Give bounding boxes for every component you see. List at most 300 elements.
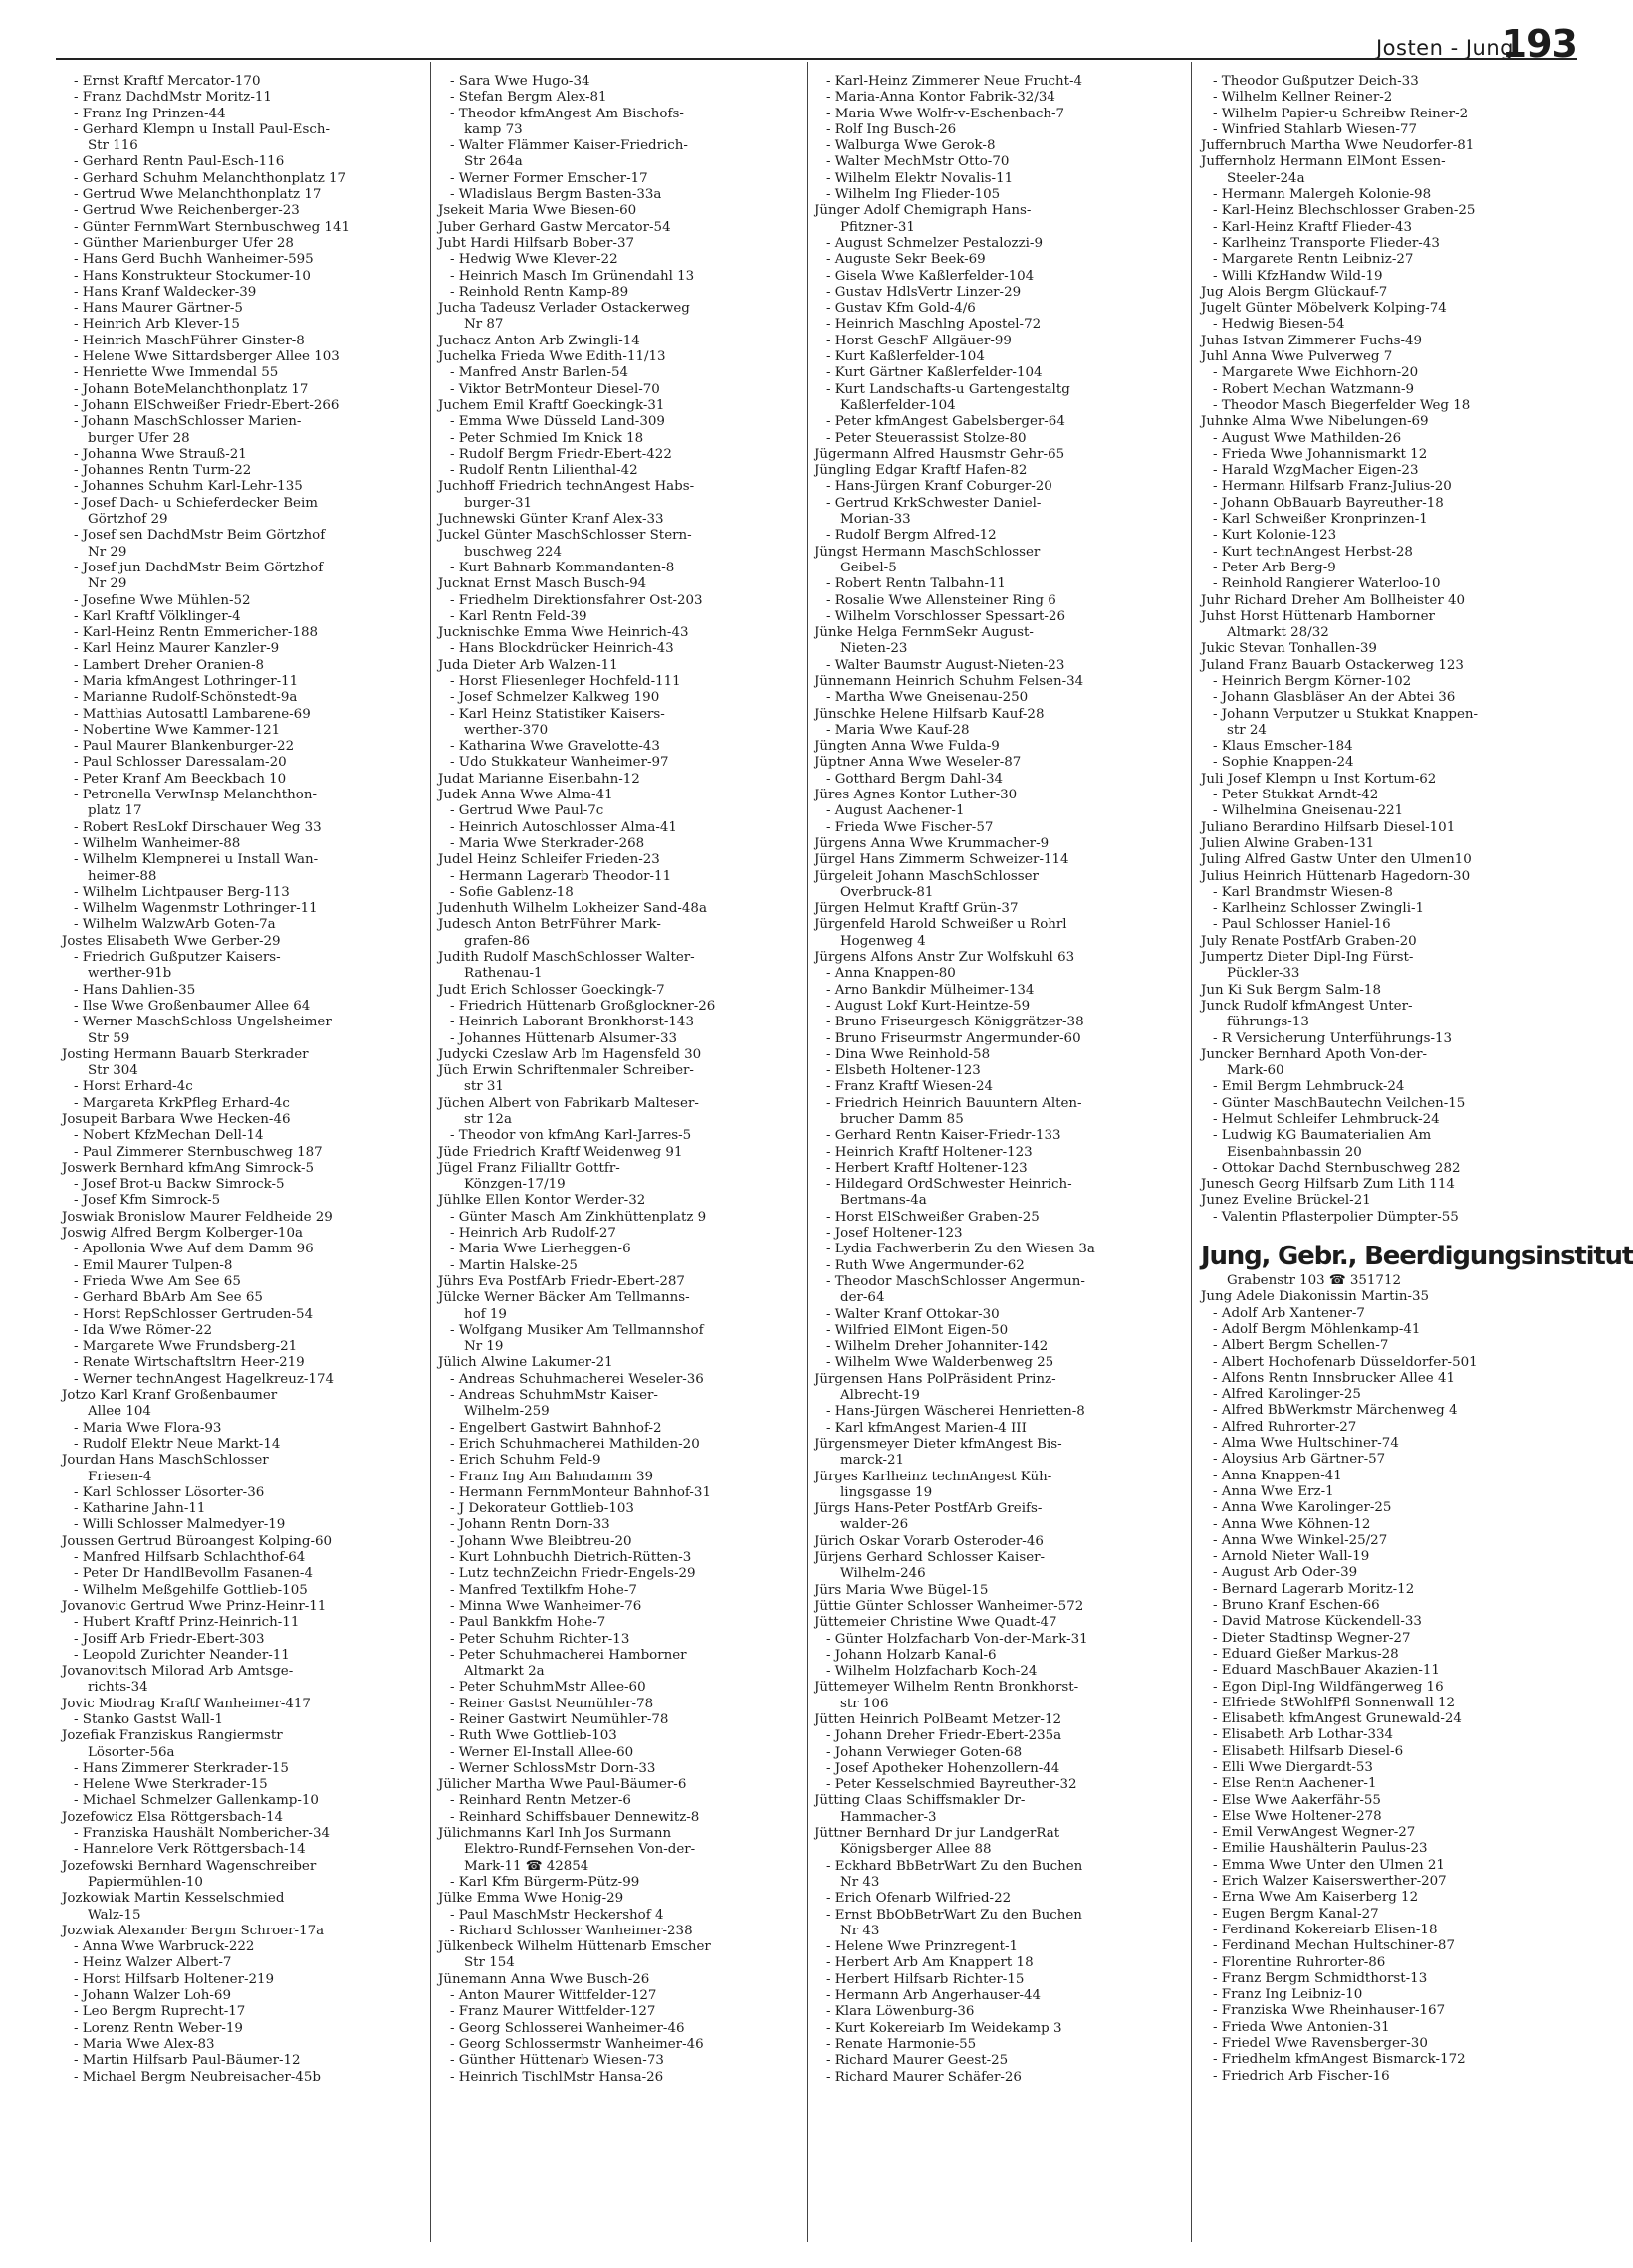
listing-continuation: burger Ufer 28 bbox=[88, 430, 190, 446]
listing-entry: - Friedrich Gußputzer Kaisers- bbox=[74, 950, 281, 966]
listing-entry: - Wilhelm WalzwArb Goten-7a bbox=[74, 917, 276, 933]
listing-entry: - Anna Wwe Warbruck-222 bbox=[74, 1939, 255, 1955]
listing-entry: Jozefowicz Elsa Röttgersbach-14 bbox=[62, 1809, 284, 1825]
listing-entry: Judt Erich Schlosser Goeckingk-7 bbox=[438, 982, 665, 998]
listing-entry: - Paul Zimmerer Sternbuschweg 187 bbox=[74, 1144, 323, 1160]
listing-entry: - Albert Hochofenarb Düsseldorfer-501 bbox=[1213, 1354, 1478, 1370]
listing-entry: - Ernst BbObBetrWart Zu den Buchen bbox=[826, 1907, 1082, 1923]
listing-entry: - Richard Maurer Schäfer-26 bbox=[826, 2069, 1022, 2085]
listing-entry: - Werner technAngest Hagelkreuz-174 bbox=[74, 1371, 334, 1387]
listing-entry: - August Lokf Kurt-Heintze-59 bbox=[826, 998, 1031, 1014]
listing-entry: - Manfred Textilkfm Hohe-7 bbox=[450, 1582, 637, 1598]
listing-continuation: kamp 73 bbox=[464, 121, 523, 137]
listing-entry: - Maria Wwe Lierheggen-6 bbox=[450, 1242, 631, 1257]
listing-entry: - Helene Wwe Prinzregent-1 bbox=[826, 1939, 1019, 1955]
listing-entry: - Marianne Rudolf-Schönstedt-9a bbox=[74, 690, 298, 706]
listing-entry: - Eduard MaschBauer Akazien-11 bbox=[1213, 1663, 1440, 1679]
listing-entry: - Andreas SchuhmMstr Kaiser- bbox=[450, 1388, 658, 1404]
running-head-range: Josten - Jung bbox=[1375, 36, 1514, 60]
listing-entry: - Else Wwe Aakerfähr-55 bbox=[1213, 1792, 1381, 1808]
listing-continuation: Str 154 bbox=[464, 1955, 515, 1971]
listing-entry: - Josef Schmelzer Kalkweg 190 bbox=[450, 690, 660, 706]
listing-entry: Juliano Berardino Hilfsarb Diesel-101 bbox=[1201, 819, 1456, 835]
listing-entry: - Gertrud KrkSchwester Daniel- bbox=[826, 495, 1042, 511]
listing-entry: - Horst Erhard-4c bbox=[74, 1079, 193, 1095]
listing-entry: Jüde Friedrich Kraftf Weidenweg 91 bbox=[438, 1144, 683, 1160]
listing-entry: Jünemann Anna Wwe Busch-26 bbox=[438, 1971, 650, 1987]
listing-entry: - Herbert Kraftf Holtener-123 bbox=[826, 1160, 1028, 1176]
listing-entry: - Sara Wwe Hugo-34 bbox=[450, 74, 590, 89]
listing-entry: - R Versicherung Unterführungs-13 bbox=[1213, 1030, 1453, 1046]
listing-entry: - Johann Rentn Dorn-33 bbox=[450, 1517, 610, 1533]
listing-entry: - Franz Ing Am Bahndamm 39 bbox=[450, 1469, 654, 1484]
listing-entry: - Gerhard Klempn u Install Paul-Esch- bbox=[74, 121, 330, 137]
listing-entry: - Margareta KrkPfleg Erhard-4c bbox=[74, 1095, 290, 1111]
listing-entry: - August Wwe Mathilden-26 bbox=[1213, 430, 1402, 446]
listing-entry: Jucknat Ernst Masch Busch-94 bbox=[438, 576, 647, 592]
listing-entry: Jukic Stevan Tonhallen-39 bbox=[1201, 641, 1377, 657]
listing-entry: - Emil VerwAngest Wegner-27 bbox=[1213, 1825, 1416, 1841]
listing-entry: - Johannes Hüttenarb Alsumer-33 bbox=[450, 1030, 677, 1046]
listing-continuation: Grabenstr 103 ☎ 351712 bbox=[1227, 1273, 1401, 1289]
listing-continuation: str 24 bbox=[1227, 722, 1267, 738]
listing-entry: Jüch Erwin Schriftenmaler Schreiber- bbox=[438, 1063, 694, 1079]
listing-entry: - Paul MaschMstr Heckershof 4 bbox=[450, 1907, 664, 1923]
listing-continuation: Mark-60 bbox=[1227, 1063, 1284, 1079]
listing-entry: - Paul Maurer Blankenburger-22 bbox=[74, 739, 295, 755]
listing-entry: Jürgeleit Johann MaschSchlosser bbox=[815, 868, 1039, 884]
listing-continuation: Eisenbahnbassin 20 bbox=[1227, 1144, 1362, 1160]
listing-entry: - Gustav HdlsVertr Linzer-29 bbox=[826, 284, 1022, 300]
listing-entry: Jovic Miodrag Kraftf Wanheimer-417 bbox=[62, 1696, 311, 1711]
listing-entry: - Engelbert Gastwirt Bahnhof-2 bbox=[450, 1420, 662, 1436]
listing-entry: - Werner Former Emscher-17 bbox=[450, 170, 648, 186]
listing-entry: - Hans-Jürgen Kranf Coburger-20 bbox=[826, 479, 1052, 495]
listing-entry: - August Aachener-1 bbox=[826, 803, 965, 819]
listing-entry: - Anna Wwe Karolinger-25 bbox=[1213, 1500, 1392, 1516]
listing-entry: - Heinz Walzer Albert-7 bbox=[74, 1955, 232, 1971]
listing-entry: Junck Rudolf kfmAngest Unter- bbox=[1201, 998, 1413, 1014]
listing-entry: - Paul Bankkfm Hohe-7 bbox=[450, 1615, 606, 1631]
listing-entry: - Johann Glasbläser An der Abtei 36 bbox=[1213, 690, 1456, 706]
listing-entry: - Erich Ofenarb Wilfried-22 bbox=[826, 1891, 1012, 1907]
listing-continuation: Könzgen-17/19 bbox=[464, 1177, 566, 1193]
listing-entry: - Rudolf Bergm Friedr-Ebert-422 bbox=[450, 446, 672, 462]
listing-entry: Jourdan Hans MaschSchlosser bbox=[62, 1453, 269, 1469]
listing-entry: - Elisabeth kfmAngest Grunewald-24 bbox=[1213, 1711, 1462, 1727]
listing-entry: - Maria Wwe Kauf-28 bbox=[826, 722, 970, 738]
listing-entry: - Minna Wwe Wanheimer-76 bbox=[450, 1598, 642, 1614]
listing-entry: Jotzo Karl Kranf Großenbaumer bbox=[62, 1388, 278, 1404]
listing-entry: - Ferdinand Mechan Hultschiner-87 bbox=[1213, 1938, 1455, 1954]
listing-entry: - Ruth Wwe Gottlieb-103 bbox=[450, 1728, 617, 1744]
listing-entry: - Eckhard BbBetrWart Zu den Buchen bbox=[826, 1858, 1083, 1874]
listing-entry: - J Dekorateur Gottlieb-103 bbox=[450, 1501, 634, 1517]
listing-entry: - Johann Verwieger Goten-68 bbox=[826, 1744, 1023, 1760]
listing-entry: Jülichmanns Karl Inh Jos Surmann bbox=[438, 1826, 672, 1842]
listing-entry: - Anna Wwe Köhnen-12 bbox=[1213, 1516, 1371, 1532]
listing-entry: - Wilhelm Vorschlosser Spessart-26 bbox=[826, 608, 1065, 624]
listing-entry: - Reiner Gastst Neumühler-78 bbox=[450, 1696, 654, 1711]
listing-continuation: Mark-11 ☎ 42854 bbox=[464, 1858, 589, 1874]
listing-entry: - Anna Wwe Winkel-25/27 bbox=[1213, 1532, 1388, 1548]
listing-entry: - Wilhelm Lichtpauser Berg-113 bbox=[74, 884, 290, 900]
listing-entry: Juber Gerhard Gastw Mercator-54 bbox=[438, 219, 671, 235]
listing-entry: - Josef Apotheker Hohenzollern-44 bbox=[826, 1760, 1060, 1776]
listing-entry: Jürgen Helmut Kraftf Grün-37 bbox=[815, 901, 1019, 917]
listing-entry: - Reinhold Rentn Kamp-89 bbox=[450, 284, 629, 300]
listing-continuation: heimer-88 bbox=[88, 868, 157, 884]
listing-continuation: Str 116 bbox=[88, 138, 138, 154]
listing-entry: - Karl Schlosser Lösorter-36 bbox=[74, 1484, 265, 1500]
listing-entry: - Heinrich Maschlng Apostel-72 bbox=[826, 317, 1042, 333]
listing-entry: - Werner MaschSchloss Ungelsheimer bbox=[74, 1015, 332, 1030]
listing-entry: - Hermann FernmMonteur Bahnhof-31 bbox=[450, 1484, 711, 1500]
listing-entry: - Andreas Schuhmacherei Weseler-36 bbox=[450, 1371, 704, 1387]
header-rule bbox=[56, 58, 1577, 60]
listing-entry: Joussen Gertrud Büroangest Kolping-60 bbox=[62, 1533, 333, 1549]
listing-entry: Jürgs Hans-Peter PostfArb Greifs- bbox=[815, 1501, 1043, 1517]
listing-entry: - Josiff Arb Friedr-Ebert-303 bbox=[74, 1631, 265, 1647]
listing-entry: - Maria Wwe Sterkrader-268 bbox=[450, 835, 645, 851]
listing-entry: - Wilhelm Kellner Reiner-2 bbox=[1213, 90, 1393, 106]
listing-entry: - Hermann Hilfsarb Franz-Julius-20 bbox=[1213, 479, 1452, 495]
listing-entry: Joswerk Bernhard kfmAng Simrock-5 bbox=[62, 1160, 315, 1176]
listing-entry: - Gustav Kfm Gold-4/6 bbox=[826, 301, 976, 317]
listing-entry: Juda Dieter Arb Walzen-11 bbox=[438, 657, 618, 673]
listing-entry: - Emil Bergm Lehmbruck-24 bbox=[1213, 1079, 1405, 1095]
page-number: 193 bbox=[1501, 22, 1577, 66]
listing-continuation: burger-31 bbox=[464, 495, 533, 511]
listing-entry: - Heinrich Kraftf Holtener-123 bbox=[826, 1144, 1033, 1160]
listing-entry: - Ludwig KG Baumaterialien Am bbox=[1213, 1128, 1432, 1144]
listing-entry: - Dieter Stadtinsp Wegner-27 bbox=[1213, 1630, 1411, 1646]
listing-entry: - Wilhelm Klempnerei u Install Wan- bbox=[74, 852, 319, 868]
listing-entry: - Florentine Ruhrorter-86 bbox=[1213, 1954, 1386, 1970]
listing-entry: - Herbert Arb Am Knappert 18 bbox=[826, 1955, 1034, 1971]
listing-entry: - Walburga Wwe Gerok-8 bbox=[826, 138, 996, 154]
listing-entry: - Bruno Friseurmstr Angermunder-60 bbox=[826, 1030, 1081, 1046]
listing-entry: Judycki Czeslaw Arb Im Hagensfeld 30 bbox=[438, 1046, 702, 1062]
listing-entry: - Auguste Sekr Beek-69 bbox=[826, 252, 986, 268]
listing-entry: - Kurt Lohnbuchh Dietrich-Rütten-3 bbox=[450, 1550, 692, 1566]
listing-continuation: walder-26 bbox=[840, 1517, 909, 1533]
listing-entry: - Wilhelm Meßgehilfe Gottlieb-105 bbox=[74, 1582, 308, 1598]
directory-column-2 bbox=[438, 74, 807, 2244]
listing-entry: - Kurt Kokereiarb Im Weidekamp 3 bbox=[826, 2020, 1062, 2036]
listing-entry: Jucha Tadeusz Verlader Ostackerweg bbox=[438, 301, 690, 317]
listing-entry: - Friedel Wwe Ravensberger-30 bbox=[1213, 2036, 1428, 2052]
listing-entry: - Emma Wwe Düsseld Land-309 bbox=[450, 414, 665, 430]
listing-entry: - Wilhelm Elektr Novalis-11 bbox=[826, 170, 1014, 186]
listing-entry: - Karl-Heinz Blechschlosser Graben-25 bbox=[1213, 203, 1476, 219]
listing-entry: Jüngst Hermann MaschSchlosser bbox=[815, 544, 1041, 560]
listing-entry: Jüngten Anna Wwe Fulda-9 bbox=[815, 739, 1000, 755]
listing-continuation: Friesen-4 bbox=[88, 1469, 152, 1484]
listing-continuation: führungs-13 bbox=[1227, 1015, 1309, 1030]
listing-entry: - Bruno Kranf Eschen-66 bbox=[1213, 1598, 1380, 1614]
listing-entry: - Gertrud Wwe Paul-7c bbox=[450, 803, 604, 819]
listing-entry: - Frieda Wwe Fischer-57 bbox=[826, 819, 994, 835]
listing-entry: Jumpertz Dieter Dipl-Ing Fürst- bbox=[1201, 950, 1414, 966]
listing-continuation: Allee 104 bbox=[88, 1404, 151, 1420]
listing-entry: - Karl-Heinz Kraftf Flieder-43 bbox=[1213, 219, 1412, 235]
listing-entry: - Hannelore Verk Röttgersbach-14 bbox=[74, 1842, 306, 1858]
listing-entry: - Karl kfmAngest Marien-4 III bbox=[826, 1420, 1027, 1436]
listing-entry: - Apollonia Wwe Auf dem Damm 96 bbox=[74, 1242, 314, 1257]
listing-entry: Juchem Emil Kraftf Goeckingk-31 bbox=[438, 397, 665, 413]
listing-entry: - Helene Wwe Sterkrader-15 bbox=[74, 1777, 268, 1793]
listing-entry: - Johannes Schuhm Karl-Lehr-135 bbox=[74, 479, 303, 495]
listing-continuation: platz 17 bbox=[88, 803, 142, 819]
listing-entry: Jüttie Günter Schlosser Wanheimer-572 bbox=[815, 1598, 1084, 1614]
listing-entry: - Johann Walzer Loh-69 bbox=[74, 1988, 231, 2004]
listing-entry: - Harald WzgMacher Eigen-23 bbox=[1213, 463, 1419, 479]
listing-entry: - Hans Blockdrücker Heinrich-43 bbox=[450, 641, 674, 657]
listing-entry: - Günther Hüttenarb Wiesen-73 bbox=[450, 2053, 664, 2069]
listing-entry: - Günter Masch Am Zinkhüttenplatz 9 bbox=[450, 1209, 707, 1225]
listing-entry: Juhr Richard Dreher Am Bollheister 40 bbox=[1201, 592, 1466, 608]
listing-continuation: Altmarkt 2a bbox=[464, 1664, 545, 1680]
directory-column-4 bbox=[1201, 74, 1633, 2244]
listing-entry: - Rudolf Rentn Lilienthal-42 bbox=[450, 463, 638, 479]
listing-entry: - Karl-Heinz Rentn Emmericher-188 bbox=[74, 625, 319, 641]
listing-entry: - Franz Ing Leibniz-10 bbox=[1213, 1987, 1363, 2003]
listing-continuation: Nr 29 bbox=[88, 576, 127, 592]
listing-entry: - Viktor BetrMonteur Diesel-70 bbox=[450, 381, 660, 397]
listing-entry: - Gerhard BbArb Am See 65 bbox=[74, 1290, 263, 1306]
listing-entry: - Frieda Wwe Antonien-31 bbox=[1213, 2019, 1390, 2035]
listing-entry: - Willi Schlosser Malmedyer-19 bbox=[74, 1517, 286, 1533]
listing-entry: Jüttner Bernhard Dr jur LandgerRat bbox=[815, 1826, 1060, 1842]
listing-entry: - Heinrich Arb Klever-15 bbox=[74, 317, 240, 333]
listing-entry: Josting Hermann Bauarb Sterkrader bbox=[62, 1046, 309, 1062]
listing-entry: - Johann ObBauarb Bayreuther-18 bbox=[1213, 495, 1444, 511]
listing-entry: - Peter Steuerassist Stolze-80 bbox=[826, 430, 1027, 446]
listing-entry: - Peter Arb Berg-9 bbox=[1213, 560, 1336, 575]
listing-entry: - Johann BoteMelanchthonplatz 17 bbox=[74, 381, 309, 397]
listing-entry: - Margarete Rentn Leibniz-27 bbox=[1213, 252, 1414, 268]
listing-continuation: richts-34 bbox=[88, 1680, 148, 1696]
listing-entry: Juchhoff Friedrich technAngest Habs- bbox=[438, 479, 695, 495]
listing-entry: - Hermann Arb Angerhauser-44 bbox=[826, 1988, 1042, 2004]
listing-entry: - Willi KfzHandw Wild-19 bbox=[1213, 268, 1383, 284]
listing-entry: - Anna Wwe Erz-1 bbox=[1213, 1483, 1334, 1499]
listing-entry: - Karl Heinz Maurer Kanzler-9 bbox=[74, 641, 280, 657]
listing-entry: Jüres Agnes Kontor Luther-30 bbox=[815, 788, 1018, 803]
listing-entry: - Peter Schuhm Richter-13 bbox=[450, 1631, 630, 1647]
listing-entry: - Franz Bergm Schmidthorst-13 bbox=[1213, 1970, 1428, 1986]
listing-entry: - Stefan Bergm Alex-81 bbox=[450, 90, 607, 106]
listing-entry: - Wladislaus Bergm Basten-33a bbox=[450, 187, 662, 203]
listing-entry: - Else Rentn Aachener-1 bbox=[1213, 1776, 1377, 1792]
listing-entry: - Alma Wwe Hultschiner-74 bbox=[1213, 1436, 1399, 1452]
listing-entry: - Erich Schuhm Feld-9 bbox=[450, 1453, 601, 1469]
listing-entry: - Lutz technZeichn Friedr-Engels-29 bbox=[450, 1566, 696, 1582]
listing-continuation: Overbruck-81 bbox=[840, 884, 934, 900]
listing-entry: - Karl Heinz Statistiker Kaisers- bbox=[450, 706, 665, 722]
listing-entry: - Manfred Hilfsarb Schlachthof-64 bbox=[74, 1550, 306, 1566]
listing-entry: - Maria Wwe Flora-93 bbox=[74, 1420, 222, 1436]
listing-continuation: Papiermühlen-10 bbox=[88, 1874, 203, 1890]
listing-entry: - Wilhelm Wanheimer-88 bbox=[74, 835, 241, 851]
listing-entry: - Johann Verputzer u Stukkat Knappen- bbox=[1213, 706, 1479, 722]
listing-entry: Juland Franz Bauarb Ostackerweg 123 bbox=[1201, 657, 1464, 673]
listing-entry: - Horst GeschF Allgäuer-99 bbox=[826, 333, 1012, 348]
listing-entry: - Werner El-Install Allee-60 bbox=[450, 1744, 634, 1760]
listing-entry: - Karlheinz Transporte Flieder-43 bbox=[1213, 235, 1440, 251]
listing-entry: - Robert ResLokf Dirschauer Weg 33 bbox=[74, 819, 322, 835]
listing-entry: Jürges Karlheinz technAngest Küh- bbox=[815, 1469, 1052, 1484]
listing-entry: Jostes Elisabeth Wwe Gerber-29 bbox=[62, 933, 281, 949]
listing-entry: - Sophie Knappen-24 bbox=[1213, 755, 1354, 771]
listing-entry: - Gerhard Rentn Paul-Esch-116 bbox=[74, 154, 285, 170]
listing-entry: - Elfriede StWohlfPfl Sonnenwall 12 bbox=[1213, 1695, 1456, 1710]
listing-entry: Jülich Alwine Lakumer-21 bbox=[438, 1355, 613, 1371]
listing-entry: - Heinrich Autoschlosser Alma-41 bbox=[450, 819, 677, 835]
listing-entry: - Klara Löwenburg-36 bbox=[826, 2004, 975, 2020]
listing-entry: - Friedhelm kfmAngest Bismarck-172 bbox=[1213, 2052, 1466, 2068]
directory-column-1 bbox=[62, 74, 430, 2244]
listing-entry: - Peter Dr HandlBevollm Fasanen-4 bbox=[74, 1566, 313, 1582]
listing-entry: - Hedwig Wwe Klever-22 bbox=[450, 252, 618, 268]
listing-entry: - Wilhelmina Gneisenau-221 bbox=[1213, 803, 1404, 819]
listing-entry: - Heinrich TischlMstr Hansa-26 bbox=[450, 2069, 664, 2085]
listing-entry: Juchacz Anton Arb Zwingli-14 bbox=[438, 333, 640, 348]
listing-entry: - Georg Schlosserei Wanheimer-46 bbox=[450, 2020, 685, 2036]
listing-entry: Junesch Georg Hilfsarb Zum Lith 114 bbox=[1201, 1177, 1455, 1193]
listing-continuation: Steeler-24a bbox=[1227, 170, 1305, 186]
listing-entry: - Friedrich Arb Fischer-16 bbox=[1213, 2068, 1390, 2084]
listing-entry: - Johannes Rentn Turm-22 bbox=[74, 463, 252, 479]
listing-continuation: str 106 bbox=[840, 1696, 889, 1711]
listing-entry: - Günter MaschBautechn Veilchen-15 bbox=[1213, 1095, 1466, 1111]
listing-entry: - Theodor von kfmAng Karl-Jarres-5 bbox=[450, 1128, 692, 1144]
listing-entry: - Kurt Landschafts-u Gartengestaltg bbox=[826, 381, 1070, 397]
listing-entry: - Theodor Gußputzer Deich-33 bbox=[1213, 74, 1419, 89]
listing-continuation: str 31 bbox=[464, 1079, 504, 1095]
listing-entry: - Heinrich Arb Rudolf-27 bbox=[450, 1226, 616, 1242]
listing-entry: - August Schmelzer Pestalozzi-9 bbox=[826, 235, 1043, 251]
listing-entry: - Ruth Wwe Angermunder-62 bbox=[826, 1257, 1025, 1273]
listing-entry: - Wilhelm Papier-u Schreibw Reiner-2 bbox=[1213, 106, 1469, 121]
listing-continuation: Hogenweg 4 bbox=[840, 933, 926, 949]
listing-entry: - Peter Schuhmacherei Hamborner bbox=[450, 1647, 687, 1663]
listing-entry: - Emilie Haushälterin Paulus-23 bbox=[1213, 1841, 1428, 1857]
listing-entry: - Karl Kfm Bürgerm-Pütz-99 bbox=[450, 1874, 640, 1890]
listing-entry: - Heinrich Laborant Bronkhorst-143 bbox=[450, 1015, 694, 1030]
listing-continuation: Altmarkt 28/32 bbox=[1227, 625, 1329, 641]
listing-entry: - Kurt Kaßlerfelder-104 bbox=[826, 349, 985, 365]
listing-entry: - Karl Brandmstr Wiesen-8 bbox=[1213, 884, 1393, 900]
listing-entry: Judek Anna Wwe Alma-41 bbox=[438, 788, 613, 803]
listing-entry: Juling Alfred Gastw Unter den Ulmen10 bbox=[1201, 852, 1472, 868]
listing-entry: Jülkenbeck Wilhelm Hüttenarb Emscher bbox=[438, 1939, 711, 1955]
listing-entry: - Günther Marienburger Ufer 28 bbox=[74, 235, 294, 251]
listing-entry: - Karl-Heinz Zimmerer Neue Frucht-4 bbox=[826, 74, 1082, 89]
listing-entry: - Theodor Masch Biegerfelder Weg 18 bbox=[1213, 397, 1471, 413]
listing-entry: - Heinrich Masch Im Grünendahl 13 bbox=[450, 268, 695, 284]
listing-entry: - Kurt Gärtner Kaßlerfelder-104 bbox=[826, 365, 1043, 381]
listing-entry: Juhst Horst Hüttenarb Hamborner bbox=[1201, 608, 1435, 624]
listing-entry: - Horst ElSchweißer Graben-25 bbox=[826, 1209, 1040, 1225]
listing-entry: - Walter Flämmer Kaiser-Friedrich- bbox=[450, 138, 688, 154]
listing-entry: - Erich Schuhmacherei Mathilden-20 bbox=[450, 1436, 700, 1452]
listing-entry: - Günter FernmWart Sternbuschweg 141 bbox=[74, 219, 350, 235]
listing-entry: - Elli Wwe Diergardt-53 bbox=[1213, 1759, 1373, 1775]
listing-entry: Jubt Hardi Hilfsarb Bober-37 bbox=[438, 235, 635, 251]
listing-entry: - Josef Holtener-123 bbox=[826, 1226, 963, 1242]
listing-entry: - Karl Rentn Feld-39 bbox=[450, 608, 587, 624]
listing-entry: Jürgens Alfons Anstr Zur Wolfskuhl 63 bbox=[815, 950, 1075, 966]
listing-entry: - David Matrose Kückendell-33 bbox=[1213, 1614, 1422, 1630]
listing-entry: - Margarete Wwe Frundsberg-21 bbox=[74, 1339, 298, 1355]
listing-entry: - Johann Holzarb Kanal-6 bbox=[826, 1647, 997, 1663]
listing-entry: - Hans Kranf Waldecker-39 bbox=[74, 284, 257, 300]
listing-entry: - Stanko Gastst Wall-1 bbox=[74, 1711, 224, 1727]
listing-entry: - Emil Maurer Tulpen-8 bbox=[74, 1257, 233, 1273]
listing-entry: - Georg Schlossermstr Wanheimer-46 bbox=[450, 2036, 704, 2052]
listing-heading: Jung, Gebr., Beerdigungsinstitut bbox=[1201, 1242, 1633, 1272]
listing-entry: - Wilfried ElMont Eigen-50 bbox=[826, 1322, 1009, 1338]
listing-entry: - Maria-Anna Kontor Fabrik-32/34 bbox=[826, 90, 1055, 106]
listing-entry: Jucknischke Emma Wwe Heinrich-43 bbox=[438, 625, 689, 641]
listing-entry: - Hedwig Biesen-54 bbox=[1213, 317, 1345, 333]
listing-entry: Jozkowiak Martin Kesselschmied bbox=[62, 1891, 285, 1907]
listing-entry: - Valentin Pflasterpolier Dümpter-55 bbox=[1213, 1209, 1459, 1225]
listing-entry: - Hildegard OrdSchwester Heinrich- bbox=[826, 1177, 1072, 1193]
listing-entry: Josupeit Barbara Wwe Hecken-46 bbox=[62, 1112, 291, 1127]
directory-column-3 bbox=[815, 74, 1183, 2244]
listing-entry: - Katharine Jahn-11 bbox=[74, 1501, 206, 1517]
listing-continuation: Kaßlerfelder-104 bbox=[840, 397, 956, 413]
listing-entry: Julien Alwine Graben-131 bbox=[1201, 835, 1375, 851]
listing-entry: - Franz Maurer Wittfelder-127 bbox=[450, 2004, 656, 2020]
listing-entry: - Kurt Kolonie-123 bbox=[1213, 528, 1337, 544]
listing-continuation: Wilhelm-246 bbox=[840, 1566, 926, 1582]
listing-entry: - Heinrich Bergm Körner-102 bbox=[1213, 673, 1412, 689]
listing-entry: - Egon Dipl-Ing Wildfängerweg 16 bbox=[1213, 1679, 1444, 1695]
listing-entry: - Robert Rentn Talbahn-11 bbox=[826, 576, 1006, 592]
listing-entry: Jünke Helga FernmSekr August- bbox=[815, 625, 1034, 641]
listing-continuation: Rathenau-1 bbox=[464, 966, 543, 982]
listing-entry: - Johanna Wwe Strauß-21 bbox=[74, 446, 247, 462]
listing-continuation: Morian-33 bbox=[840, 512, 911, 528]
listing-entry: - Ottokar Dachd Sternbuschweg 282 bbox=[1213, 1160, 1461, 1176]
listing-entry: Juhas Istvan Zimmerer Fuchs-49 bbox=[1201, 333, 1423, 348]
column-divider bbox=[430, 62, 431, 2242]
listing-continuation: grafen-86 bbox=[464, 933, 531, 949]
listing-entry: - Frieda Wwe Am See 65 bbox=[74, 1273, 241, 1289]
listing-entry: - Theodor kfmAngest Am Bischofs- bbox=[450, 106, 684, 121]
listing-entry: - Paul Schlosser Daressalam-20 bbox=[74, 755, 287, 771]
listing-continuation: hof 19 bbox=[464, 1306, 507, 1322]
listing-entry: - Helene Wwe Sittardsberger Allee 103 bbox=[74, 349, 340, 365]
listing-entry: - Hans Dahlien-35 bbox=[74, 982, 196, 998]
listing-entry: - Reinhold Rangierer Waterloo-10 bbox=[1213, 576, 1441, 592]
listing-entry: - Rudolf Elektr Neue Markt-14 bbox=[74, 1436, 281, 1452]
listing-entry: - Hubert Kraftf Prinz-Heinrich-11 bbox=[74, 1615, 300, 1631]
listing-continuation: der-64 bbox=[840, 1290, 885, 1306]
listing-entry: - Peter Stukkat Arndt-42 bbox=[1213, 788, 1379, 803]
listing-entry: - Elisabeth Arb Lothar-334 bbox=[1213, 1727, 1394, 1743]
listing-entry: - Hans Maurer Gärtner-5 bbox=[74, 301, 243, 317]
listing-continuation: Nr 29 bbox=[88, 544, 127, 560]
listing-entry: - Wilhelm Holzfacharb Koch-24 bbox=[826, 1664, 1038, 1680]
listing-entry: Jovanovic Gertrud Wwe Prinz-Heinr-11 bbox=[62, 1598, 327, 1614]
listing-entry: Juncker Bernhard Apoth Von-der- bbox=[1201, 1046, 1428, 1062]
listing-continuation: Lösorter-56a bbox=[88, 1744, 175, 1760]
